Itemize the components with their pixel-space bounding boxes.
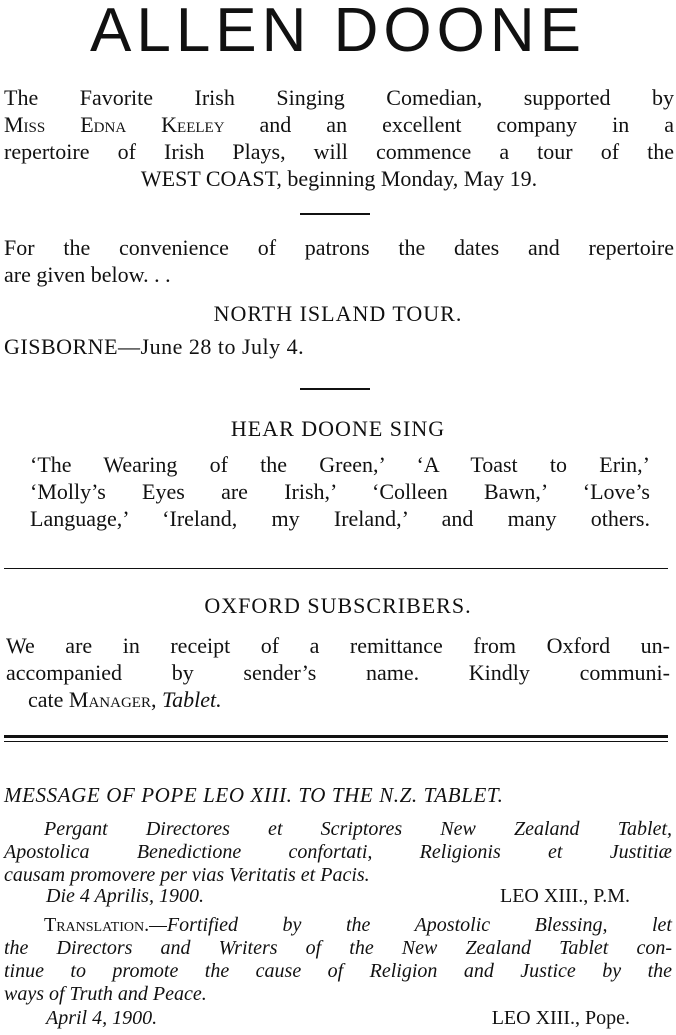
english-sig: LEO XIII., Pope. xyxy=(491,1007,630,1029)
notice-text xyxy=(6,632,670,713)
notice-line: accompanied by sender’s name. Kindly communi- xyxy=(6,660,670,685)
translation-line: ways of Truth and Peace. xyxy=(4,983,207,1005)
latin-line: causam promovere per vias Veritatis et Pacis. xyxy=(4,864,370,886)
convenience-line: are given below. . . xyxy=(4,262,171,287)
section-rule xyxy=(4,568,668,569)
latin-sig: LEO XIII., P.M. xyxy=(500,885,630,907)
convenience-text xyxy=(4,234,674,288)
intro-line: repertoire of Irish Plays, will commence a tour of the xyxy=(4,139,674,164)
songs-line: Language,’ ‘Ireland, my Ireland,’ and many others. xyxy=(30,506,650,531)
advert-title: ALLEN DOONE xyxy=(89,0,587,65)
sing-heading: HEAR DOONE SING xyxy=(230,416,446,441)
translation-line: the Directors and Writers of the New Zealand Tablet con- xyxy=(4,937,672,959)
songs-line: ‘Molly’s Eyes are Irish,’ ‘Colleen Bawn,’ ‘Love’s xyxy=(30,479,650,504)
english-date: April 4, 1900. xyxy=(46,1007,158,1029)
tour-heading: NORTH ISLAND TOUR. xyxy=(213,301,463,326)
notice-line: We are in receipt of a remittance from Oxford un- xyxy=(6,633,670,658)
advert-intro xyxy=(4,84,674,192)
latin-text xyxy=(4,818,672,887)
convenience-line: For the convenience of patrons the dates and repertoire xyxy=(4,235,674,260)
intro-line xyxy=(4,111,674,138)
actress-name: Miss Edna Keeley xyxy=(4,112,225,137)
latin-line: Pergant Directores et Scriptores New Zealand Tablet, xyxy=(44,818,672,840)
tour-date: GISBORNE—June 28 to July 4. xyxy=(4,334,305,359)
songs-line: ‘The Wearing of the Green,’ ‘A Toast to Erin,’ xyxy=(30,452,650,477)
translation-label: Translation. xyxy=(44,914,150,936)
double-rule-bottom xyxy=(4,741,668,742)
intro-line-rest: and an excellent company in a xyxy=(259,112,674,137)
latin-line: Apostolica Benedictione confortati, Religionis et Justitiæ xyxy=(4,841,672,863)
translation-line: Translation.—Fortified by the Apostolic Blessing, let xyxy=(44,914,672,936)
latin-date: Die 4 Aprilis, 1900. xyxy=(46,885,204,907)
tablet-label: Tablet. xyxy=(161,687,222,712)
double-rule-top xyxy=(4,735,668,738)
intro-line: The Favorite Irish Singing Comedian, supported by xyxy=(4,85,674,110)
songs-list xyxy=(30,451,650,532)
notice-line: cate Manager, Tablet. xyxy=(28,687,222,712)
intro-line: WEST COAST, beginning Monday, May 19. xyxy=(140,166,538,191)
latin-signature xyxy=(46,885,630,908)
divider xyxy=(300,213,370,215)
english-signature xyxy=(46,1007,630,1030)
notice-heading: OXFORD SUBSCRIBERS. xyxy=(204,593,472,618)
translation-text xyxy=(4,914,672,1006)
manager-label: Manager, xyxy=(68,687,157,712)
divider xyxy=(300,388,370,390)
translation-line: tinue to promote the cause of Religion and Justice by the xyxy=(4,960,672,982)
message-heading: MESSAGE OF POPE LEO XIII. TO THE N.Z. TABLET. xyxy=(4,783,504,807)
